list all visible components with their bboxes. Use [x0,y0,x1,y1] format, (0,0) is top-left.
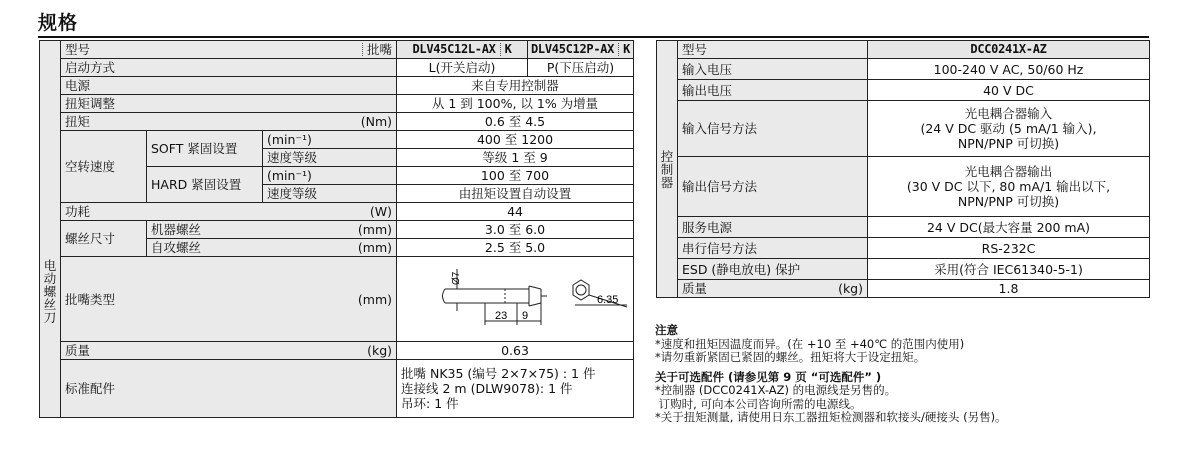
bit-drawing [397,257,634,341]
torque-adjust-value: 从 1 到 100%, 以 1% 为增量 [397,95,634,113]
torque-label: 扭矩 (Nm) [61,113,397,131]
screwdriver-spec-table [39,40,634,418]
hard-min-unit: (min⁻¹) [263,167,397,185]
title-rule [38,36,1149,38]
controller-mass-label: 质量 (kg) [678,280,868,298]
machine-screw-label: 机器螺丝 (mm) [147,221,397,239]
self-tap-screw-value: 2.5 至 5.0 [397,239,634,257]
input-signal-label: 输入信号方法 [678,101,868,157]
model-p: DLV45C12P-AX K [528,41,634,59]
start-method-l: L(开关启动) [397,59,528,77]
output-signal-label: 输出信号方法 [678,157,868,217]
esd-value: 采用(符合 IEC61340-5-1) [868,259,1150,280]
note-line: 订购时, 可向本公司咨询所需的电源线。 [655,396,862,411]
note-line: *请勿重新紧固已紧固的螺丝。扭矩将大于设定扭矩。 [655,350,926,364]
controller-mass-value: 1.8 [868,280,1150,298]
power-source-label: 电源 [61,77,397,95]
notes-section [655,324,1007,425]
controller-model-value: DCC0241X-AZ [868,41,1150,59]
esd-label: ESD (静电放电) 保护 [678,259,868,280]
accessories-label: 标准配件 [61,360,397,418]
screw-size-label: 螺丝尺寸 [61,221,147,257]
start-method-label: 启动方式 [61,59,397,77]
mass-value: 0.63 [397,342,634,360]
dim-hex: 6.35 [597,294,619,306]
soft-label: SOFT 紧固设置 [147,131,263,167]
power-source-value: 来自专用控制器 [397,77,634,95]
controller-model-label: 型号 [678,41,868,59]
dim-length: 23 [495,310,508,322]
input-voltage-label: 输入电压 [678,59,868,80]
power-consumption-value: 44 [397,203,634,221]
input-signal-value: 光电耦合器输入 (24 V DC 驱动 (5 mA/1 输入), NPN/PNP 可切换) [868,101,1150,157]
optional-heading: 关于可选配件 (请参见第 9 页 “可选配件” ) [655,369,882,384]
notes-heading: 注意 [655,323,678,337]
bit-type-drawing-cell [397,257,634,342]
note-line: *速度和扭矩因温度而异。(在 +10 至 +40℃ 的范围内使用) [655,336,965,351]
serial-value: RS-232C [868,238,1150,259]
dim-tip: 9 [522,310,529,322]
soft-level-value: 等级 1 至 9 [397,149,634,167]
model-header: 型号 批嘴 [61,41,397,59]
service-power-label: 服务电源 [678,217,868,238]
hard-level-value: 由扭矩设置自动设置 [397,185,634,203]
side-label-screwdriver: 电动螺丝刀 [40,41,61,418]
output-voltage-label: 输出电压 [678,80,868,101]
page-title: 规格 [38,12,79,34]
power-consumption-label: 功耗 (W) [61,203,397,221]
hard-label: HARD 紧固设置 [147,167,263,203]
bit-type-label: 批嘴类型 (mm) [61,257,397,342]
mass-label: 质量 (kg) [61,342,397,360]
soft-min-value: 400 至 1200 [397,131,634,149]
self-tap-screw-label: 自攻螺丝 (mm) [147,239,397,257]
controller-spec-table [656,40,1150,298]
soft-level-label: 速度等级 [263,149,397,167]
hard-level-label: 速度等级 [263,185,397,203]
soft-min-unit: (min⁻¹) [263,131,397,149]
note-line: *控制器 (DCC0241X-AZ) 的电源线是另售的。 [655,383,897,397]
machine-screw-value: 3.0 至 6.0 [397,221,634,239]
note-line: *关于扭矩测量, 请使用日东工器扭矩检测器和软接头/硬接头 (另售)。 [655,410,1007,424]
torque-adjust-label: 扭矩调整 [61,95,397,113]
hard-min-value: 100 至 700 [397,167,634,185]
model-l: DLV45C12L-AX K [397,41,528,59]
service-power-value: 24 V DC(最大容量 200 mA) [868,217,1150,238]
torque-value: 0.6 至 4.5 [397,113,634,131]
start-method-p: P(下压启动) [528,59,634,77]
input-voltage-value: 100-240 V AC, 50/60 Hz [868,59,1150,80]
output-voltage-value: 40 V DC [868,80,1150,101]
dim-diameter: Ø7 [451,271,463,285]
idle-speed-label: 空转速度 [61,131,147,203]
output-signal-value: 光电耦合器输出 (30 V DC 以下, 80 mA/1 输出以下, NPN/PNP 可切换) [868,157,1150,217]
accessories-value: 批嘴 NK35 (编号 2×7×75) : 1 件 连接线 2 m (DLW9078): 1 件 吊环: 1 件 [397,360,634,418]
side-label-controller: 控制器 [657,41,678,298]
serial-label: 串行信号方法 [678,238,868,259]
